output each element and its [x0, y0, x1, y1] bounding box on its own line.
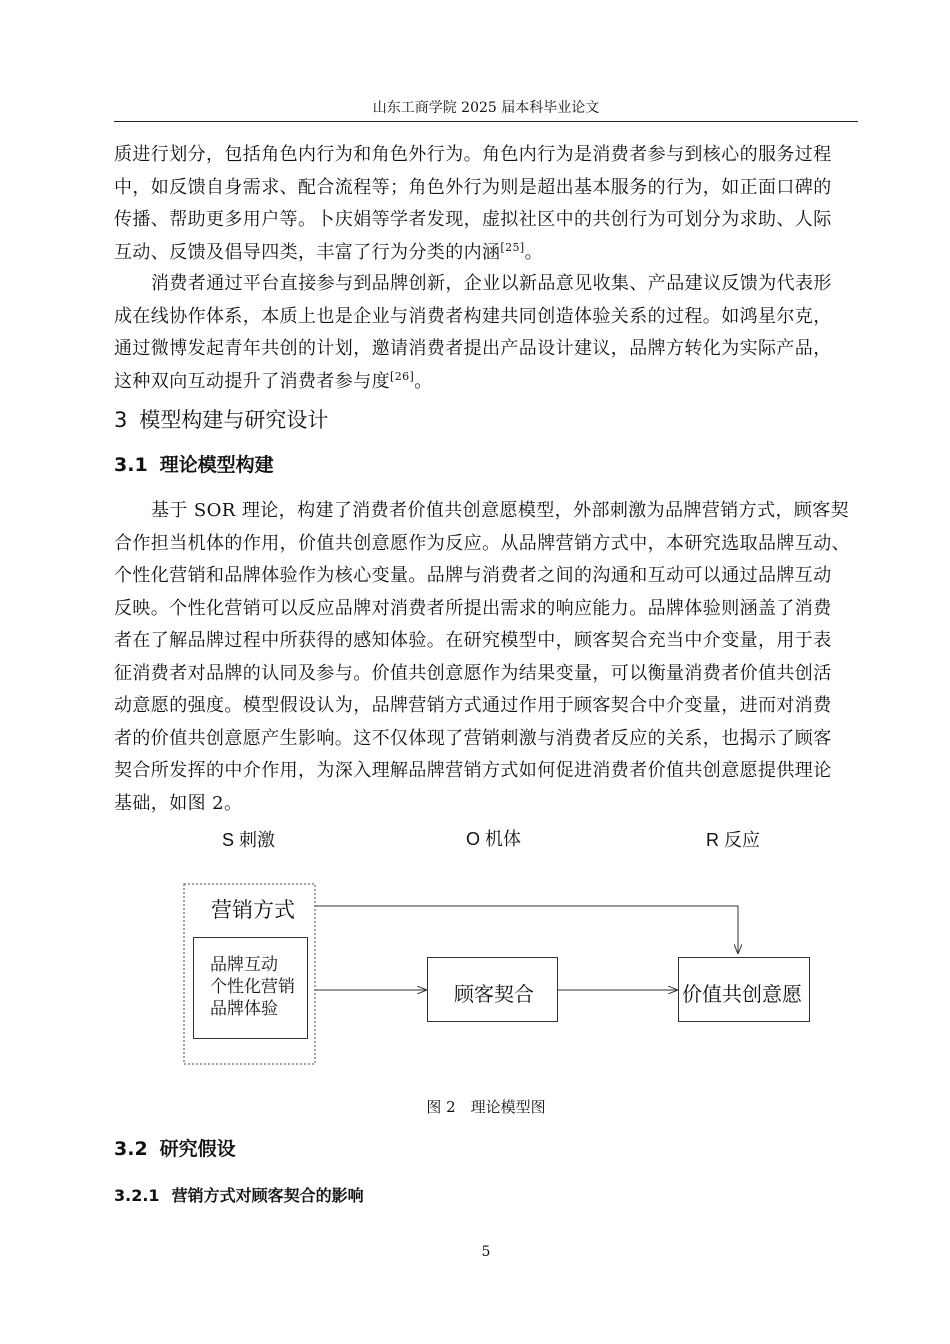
paragraph-line: 质进行划分，包括角色内行为和角色外行为。角色内行为是消费者参与到核心的服务过程	[114, 144, 832, 165]
inner-item: 品牌体验	[210, 999, 278, 1018]
line-end: 。	[524, 241, 543, 263]
paragraph-line: 者的价值共创意愿产生影响。这不仅体现了营销刺激与消费者反应的关系，也揭示了顾客	[114, 727, 832, 749]
paragraph-line: 征消费者对品牌的认同及参与。价值共创意愿作为结果变量，可以衡量消费者价值共创活	[114, 662, 832, 684]
stage-s-label: S 刺激	[222, 830, 276, 850]
direct-arrow	[315, 906, 738, 953]
section-number: 3	[114, 408, 128, 432]
paragraph-line: 消费者通过平台直接参与到品牌创新，企业以新品意见收集、产品建议反馈为代表形	[151, 273, 832, 294]
paragraph-line: 成在线协作体系，本质上也是企业与消费者构建共同创造体验关系的过程。如鸿星尔克，	[114, 305, 832, 327]
paragraph-line: 反映。个性化营销可以反应品牌对消费者所提出需求的响应能力。品牌体验则涵盖了消费	[114, 597, 832, 619]
section-title: 理论模型构建	[159, 454, 274, 476]
section-number: 3.2	[114, 1138, 148, 1160]
section-title: 营销方式对顾客契合的影响	[171, 1186, 364, 1205]
inner-stimulus-box	[193, 937, 308, 1039]
section-heading-3-2	[114, 1134, 236, 1164]
paragraph-line: 通过微博发起青年共创的计划，邀请消费者提出产品设计建议，品牌方转化为实际产品，	[114, 338, 832, 359]
stage-o-label: O 机体	[466, 829, 522, 849]
section-title: 模型构建与研究设计	[139, 408, 329, 432]
figure-caption: 图 2 理论模型图	[426, 1098, 546, 1116]
outcome-label: 价值共创意愿	[682, 984, 802, 1006]
paragraph-line: 基础，如图 2。	[114, 792, 243, 814]
outcome-box	[678, 957, 810, 1022]
paragraph-line: 传播、帮助更多用户等。卜庆娟等学者发现，虚拟社区中的共创行为可划分为求助、人际	[114, 209, 832, 230]
line-end: 。	[414, 370, 433, 392]
mediator-label: 顾客契合	[454, 984, 534, 1006]
paragraph-line: 者在了解品牌过程中所获得的感知体验。在研究模型中，顾客契合充当中介变量，用于表	[114, 630, 832, 651]
paragraph-line: 个性化营销和品牌体验作为核心变量。品牌与消费者之间的沟通和互动可以通过品牌互动	[114, 565, 832, 586]
inner-item: 个性化营销	[210, 977, 295, 996]
paragraph-line: 中，如反馈自身需求、配合流程等；角色外行为则是超出基本服务的行为，如正面口碑的	[114, 176, 832, 198]
section-heading-3-2-1	[114, 1184, 364, 1208]
citation-ref: [25]	[500, 240, 525, 254]
paragraph-line: 契合所发挥的中介作用，为深入理解品牌营销方式如何促进消费者价值共创意愿提供理论	[114, 760, 832, 781]
outer-box-title: 营销方式	[211, 899, 295, 922]
citation-ref: [26]	[390, 369, 415, 383]
stage-r-label: R 反应	[706, 830, 760, 850]
paragraph-line: 动意愿的强度。模型假设认为，品牌营销方式通过作用于顾客契合中介变量，进而对消费	[114, 695, 832, 716]
page-header: 山东工商学院 2025 届本科毕业论文	[372, 100, 600, 116]
section-number: 3.2.1	[114, 1186, 160, 1205]
mediator-box	[427, 957, 558, 1022]
paragraph-line: 基于 SOR 理论，构建了消费者价值共创意愿模型，外部刺激为品牌营销方式，顾客契	[151, 500, 850, 521]
page-number: 5	[481, 1244, 491, 1260]
inner-item: 品牌互动	[210, 955, 278, 974]
paragraph-line: 合作担当机体的作用，价值共创意愿作为反应。从品牌营销方式中，本研究选取品牌互动、	[114, 532, 850, 554]
line-text: 互动、反馈及倡导四类，丰富了行为分类的内涵	[114, 241, 501, 263]
section-title: 研究假设	[159, 1138, 236, 1160]
line-text: 这种双向互动提升了消费者参与度	[114, 370, 390, 392]
section-number: 3.1	[114, 454, 148, 476]
